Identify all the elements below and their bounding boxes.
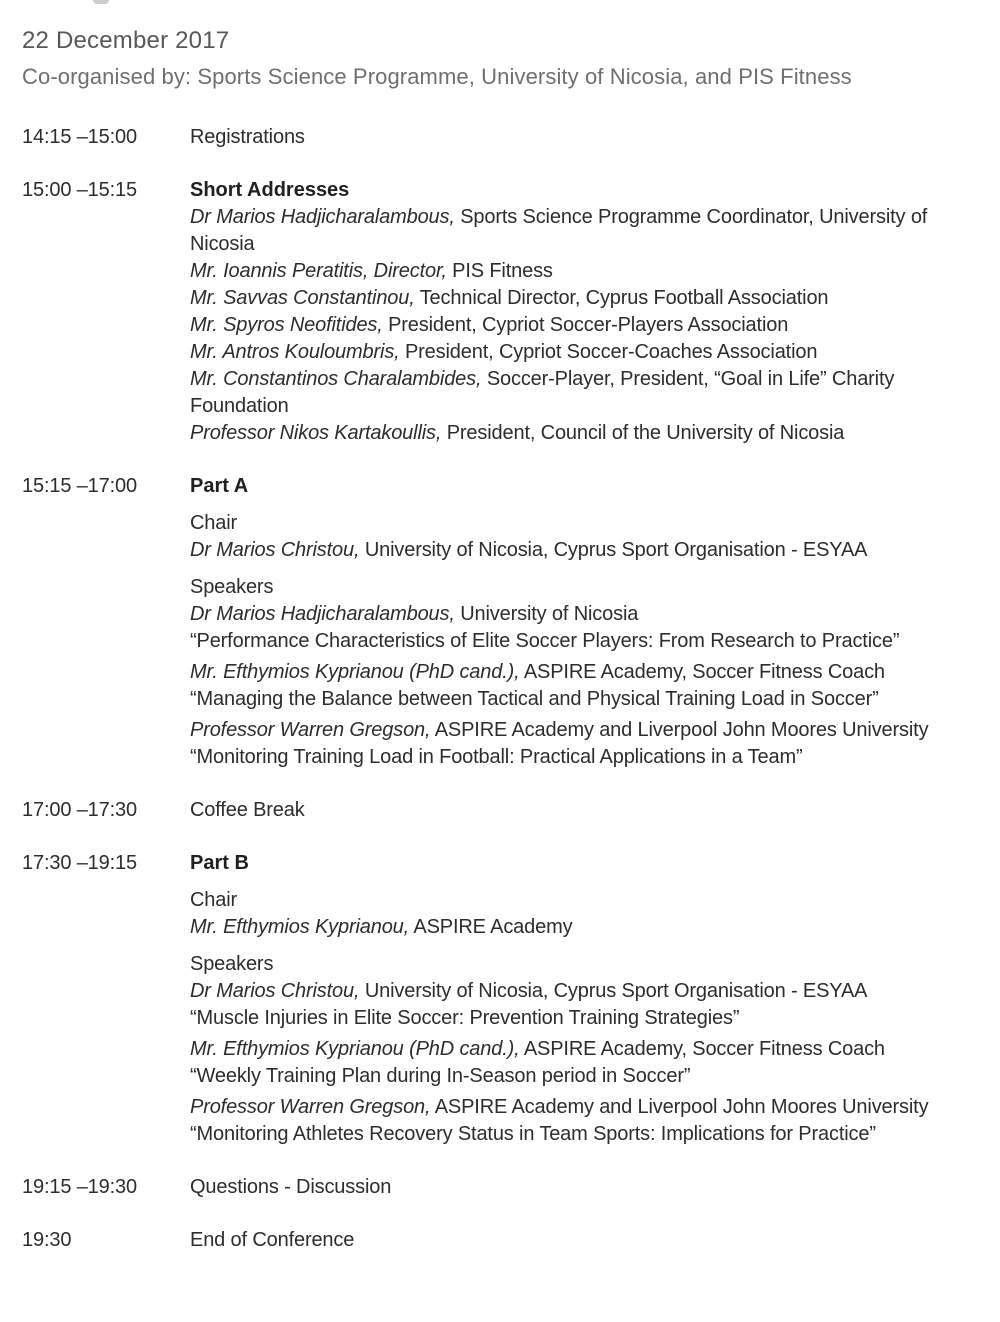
- event-section: [190, 951, 980, 1148]
- line-text: “Performance Characteristics of Elite Soccer Players: From Research to Practice”: [190, 630, 900, 652]
- line-text: President, Council of the University of Nicosia: [441, 422, 845, 444]
- person-line: [190, 420, 980, 447]
- section-label: Chair: [190, 512, 238, 534]
- line-text: “Managing the Balance between Tactical and Physical Training Load in Soccer”: [190, 688, 879, 710]
- speaker-entry: [190, 914, 980, 941]
- person-line: [190, 1094, 980, 1121]
- section-label: Speakers: [190, 576, 274, 598]
- line-text: Technical Director, Cyprus Football Association: [414, 287, 829, 309]
- speaker-entry: [190, 978, 980, 1032]
- schedule-row: [22, 797, 980, 824]
- event-section: [190, 574, 980, 771]
- speaker-entry: [190, 717, 980, 771]
- line-text: ASPIRE Academy, Soccer Fitness Coach: [519, 1038, 885, 1060]
- line-text: University of Nicosia: [454, 603, 639, 625]
- event-content: [190, 1227, 980, 1254]
- person-name: Mr. Efthymios Kyprianou,: [190, 916, 410, 938]
- person-line: [190, 659, 980, 686]
- event-title: Part A: [190, 475, 249, 497]
- talk-title-line: [190, 744, 980, 771]
- person-line: [190, 366, 980, 420]
- line-text: Soccer-Player, President, “Goal in Life” Charity Foundation: [190, 368, 895, 417]
- person-name: Dr Marios Hadjicharalambous,: [190, 603, 455, 625]
- person-line: [190, 204, 980, 258]
- speaker-entry: [190, 1094, 980, 1148]
- person-line: [190, 978, 980, 1005]
- time-cell: 17:00 –17:30: [22, 799, 137, 821]
- event-content: [190, 473, 980, 771]
- person-name: Mr. Efthymios Kyprianou (PhD cand.),: [190, 1038, 520, 1060]
- talk-title-line: [190, 628, 980, 655]
- schedule-row: [22, 473, 980, 771]
- event-title: Questions - Discussion: [190, 1176, 392, 1198]
- event-title: End of Conference: [190, 1229, 355, 1251]
- person-line: [190, 914, 980, 941]
- line-text: “Monitoring Athletes Recovery Status in Team Sports: Implications for Practice”: [190, 1123, 876, 1145]
- section-label: Speakers: [190, 953, 274, 975]
- speaker-entry: [190, 204, 980, 447]
- person-line: [190, 312, 980, 339]
- person-name: Dr Marios Christou,: [190, 980, 360, 1002]
- event-title: Registrations: [190, 126, 305, 148]
- line-text: ASPIRE Academy and Liverpool John Moores University: [430, 719, 929, 741]
- event-title: Short Addresses: [190, 179, 350, 201]
- line-text: ASPIRE Academy, Soccer Fitness Coach: [519, 661, 885, 683]
- time-cell: 15:15 –17:00: [22, 475, 137, 497]
- event-content: [190, 177, 980, 447]
- section-label: Chair: [190, 889, 238, 911]
- person-line: [190, 717, 980, 744]
- talk-title-line: [190, 1121, 980, 1148]
- person-name: Mr. Spyros Neofitides,: [190, 314, 383, 336]
- event-content: [190, 1174, 980, 1201]
- schedule-row: [22, 177, 980, 447]
- time-cell: 19:15 –19:30: [22, 1176, 137, 1198]
- schedule-row: [22, 850, 980, 1148]
- person-line: [190, 1036, 980, 1063]
- cropped-glyph-fragment: [93, 0, 109, 4]
- time-cell: 14:15 –15:00: [22, 126, 137, 148]
- schedule-list: [22, 124, 980, 1254]
- event-section: [190, 510, 980, 564]
- time-cell: 19:30: [22, 1229, 72, 1251]
- event-title: Coffee Break: [190, 799, 305, 821]
- person-line: [190, 601, 980, 628]
- event-content: [190, 797, 980, 824]
- line-text: PIS Fitness: [446, 260, 553, 282]
- line-text: University of Nicosia, Cyprus Sport Organisation - ESYAA: [359, 980, 868, 1002]
- event-content: [190, 850, 980, 1148]
- schedule-row: [22, 124, 980, 151]
- time-cell: 15:00 –15:15: [22, 179, 137, 201]
- person-line: [190, 339, 980, 366]
- speaker-entry: [190, 1036, 980, 1090]
- person-name: Mr. Antros Kouloumbris,: [190, 341, 400, 363]
- talk-title-line: [190, 1005, 980, 1032]
- time-cell: 17:30 –19:15: [22, 852, 137, 874]
- person-name: Professor Warren Gregson,: [190, 1096, 431, 1118]
- person-name: Professor Nikos Kartakoullis,: [190, 422, 442, 444]
- person-name: Mr. Constantinos Charalambides,: [190, 368, 482, 390]
- person-name: Mr. Savvas Constantinou,: [190, 287, 415, 309]
- line-text: University of Nicosia, Cyprus Sport Organisation - ESYAA: [359, 539, 868, 561]
- line-text: President, Cypriot Soccer-Coaches Association: [399, 341, 818, 363]
- event-section: [190, 204, 980, 447]
- person-line: [190, 537, 980, 564]
- person-name: Professor Warren Gregson,: [190, 719, 431, 741]
- talk-title-line: [190, 686, 980, 713]
- person-line: [190, 258, 980, 285]
- speaker-entry: [190, 659, 980, 713]
- schedule-row: [22, 1174, 980, 1201]
- line-text: ASPIRE Academy: [409, 916, 573, 938]
- event-section: [190, 887, 980, 941]
- person-name: Mr. Efthymios Kyprianou (PhD cand.),: [190, 661, 520, 683]
- speaker-entry: [190, 601, 980, 655]
- person-name: Dr Marios Christou,: [190, 539, 360, 561]
- line-text: Sports Science Programme Coordinator, University of Nicosia: [190, 206, 928, 255]
- line-text: President, Cypriot Soccer-Players Association: [382, 314, 789, 336]
- event-content: [190, 124, 980, 151]
- person-name: Mr. Ioannis Peratitis, Director,: [190, 260, 447, 282]
- organisers-line: Co-organised by: Sports Science Programme, University of Nicosia, and PIS Fitness: [22, 64, 852, 89]
- schedule-row: [22, 1227, 980, 1254]
- line-text: “Monitoring Training Load in Football: Practical Applications in a Team”: [190, 746, 803, 768]
- speaker-entry: [190, 537, 980, 564]
- line-text: ASPIRE Academy and Liverpool John Moores University: [430, 1096, 929, 1118]
- person-line: [190, 285, 980, 312]
- talk-title-line: [190, 1063, 980, 1090]
- event-title: Part B: [190, 852, 249, 874]
- line-text: “Muscle Injuries in Elite Soccer: Prevention Training Strategies”: [190, 1007, 740, 1029]
- person-name: Dr Marios Hadjicharalambous,: [190, 206, 455, 228]
- line-text: “Weekly Training Plan during In-Season period in Soccer”: [190, 1065, 691, 1087]
- date-heading: 22 December 2017: [22, 27, 230, 54]
